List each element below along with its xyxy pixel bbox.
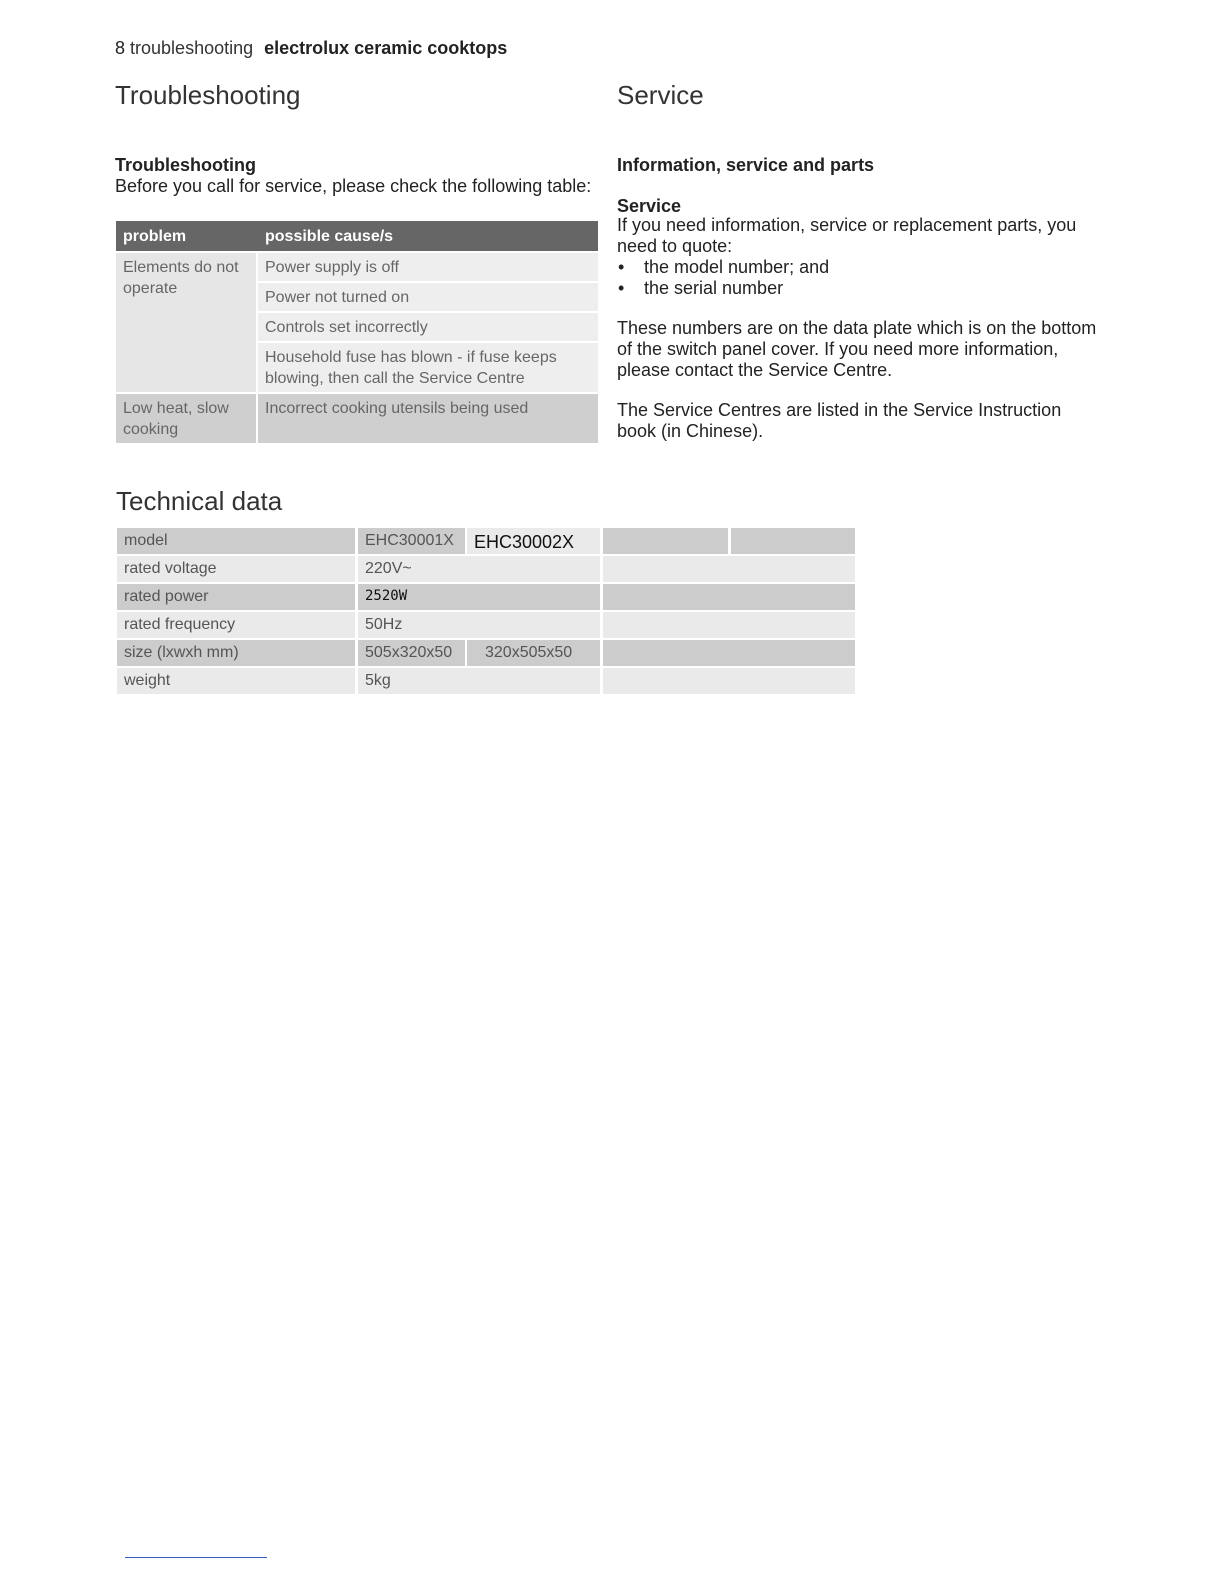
table-row <box>117 612 855 638</box>
value-cell: 320x505x50 <box>467 640 600 666</box>
table-row <box>117 584 855 610</box>
cause-cell: Incorrect cooking utensils being used <box>258 394 598 443</box>
troubleshooting-table <box>116 219 598 445</box>
value-cell: 5kg <box>358 668 600 694</box>
empty-cells <box>603 640 855 666</box>
page-number: 8 <box>115 38 126 58</box>
list-item <box>617 257 829 278</box>
service-paragraph: The Service Centres are listed in the Service Instruction book (in Chinese). <box>617 400 1062 441</box>
row-values <box>358 584 603 610</box>
service-title: Service <box>617 80 704 110</box>
row-label: model <box>117 528 358 554</box>
row-values <box>358 528 603 554</box>
empty-cells <box>603 612 855 638</box>
list-item-text: the serial number <box>644 278 784 298</box>
footer-rule <box>125 1557 267 1558</box>
service-bullet-list <box>617 257 829 299</box>
row-label: rated power <box>117 584 358 610</box>
row-label: weight <box>117 668 358 694</box>
row-label: rated frequency <box>117 612 358 638</box>
problem-cell: Elements do not operate <box>116 253 258 392</box>
header-cause: possible cause/s <box>258 221 598 251</box>
value-cell: 220V~ <box>358 556 600 582</box>
running-header <box>115 38 507 59</box>
row-values <box>358 640 603 666</box>
service-paragraph: These numbers are on the data plate which is on the bottom of the switch panel cover. If you need more information, please contact the Service Centre. <box>617 318 1097 380</box>
cause-cell: Household fuse has blown - if fuse keeps blowing, then call the Service Centre <box>258 343 598 392</box>
cause-cell: Power not turned on <box>258 283 598 311</box>
empty-cells <box>603 584 855 610</box>
value-cell: 2520W <box>358 584 600 610</box>
value-cell: 505x320x50 <box>358 640 467 666</box>
bullet-icon: • <box>618 257 625 277</box>
bullet-icon: • <box>618 278 625 298</box>
table-row <box>117 556 855 582</box>
table-header-row <box>116 221 598 251</box>
troubleshooting-title: Troubleshooting <box>115 80 301 110</box>
empty-cells <box>603 528 855 554</box>
cause-cell: Controls set incorrectly <box>258 313 598 341</box>
row-label: size (lxwxh mm) <box>117 640 358 666</box>
table-row <box>117 528 855 554</box>
table-row <box>116 253 598 281</box>
empty-cells <box>603 556 855 582</box>
row-values <box>358 556 603 582</box>
service-subheading: Information, service and parts <box>617 155 875 175</box>
row-values <box>358 668 603 694</box>
table-row <box>116 394 598 443</box>
troubleshooting-intro: Before you call for service, please check the following table: <box>115 176 592 196</box>
row-label: rated voltage <box>117 556 358 582</box>
table-row <box>117 668 855 694</box>
header-section: troubleshooting <box>130 38 254 58</box>
technical-data-title: Technical data <box>116 486 283 516</box>
header-product: electrolux ceramic cooktops <box>264 38 508 58</box>
value-cell: EHC30002X <box>467 528 600 554</box>
troubleshooting-subheading: Troubleshooting <box>115 155 256 175</box>
problem-cell: Low heat, slow cooking <box>116 394 258 443</box>
service-heading: Service <box>617 196 682 216</box>
technical-data-table <box>117 528 855 696</box>
header-problem: problem <box>116 221 258 251</box>
list-item <box>617 278 829 299</box>
table-row <box>117 640 855 666</box>
value-cell: EHC30001X <box>358 528 467 554</box>
service-paragraph: If you need information, service or replacement parts, you need to quote: <box>617 215 1077 256</box>
cause-cell: Power supply is off <box>258 253 598 281</box>
row-values <box>358 612 603 638</box>
empty-cells <box>603 668 855 694</box>
list-item-text: the model number; and <box>644 257 830 277</box>
value-cell: 50Hz <box>358 612 600 638</box>
